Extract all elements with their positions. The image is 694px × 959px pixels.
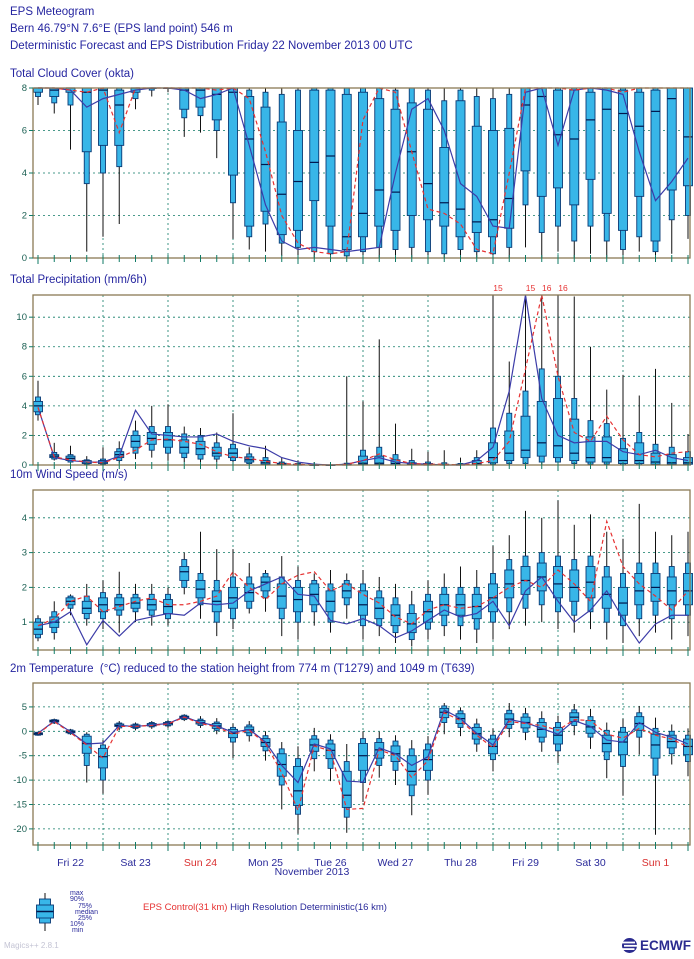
svg-text:4: 4 [21, 168, 27, 179]
svg-text:2: 2 [21, 430, 27, 442]
day-label: Thu 28 [444, 857, 477, 869]
ecmwf-logo-text: ECMWF [640, 938, 691, 953]
svg-text:1: 1 [21, 617, 27, 629]
month-label: November 2013 [274, 866, 350, 878]
legend-90-label: 90% [70, 896, 85, 903]
legend-max-label: max [70, 890, 84, 897]
svg-text:6: 6 [21, 371, 27, 383]
ecmwf-logo [621, 937, 691, 954]
legend-box-glyph [37, 893, 54, 931]
day-label: Mon 25 [247, 857, 284, 869]
day-label: Fri 29 [512, 857, 539, 869]
svg-text:6: 6 [21, 125, 27, 137]
panel-title-wind: 10m Wind Speed (m/s) [10, 469, 128, 481]
day-label: Tue 26 [314, 857, 347, 869]
offscale-label: 15 [525, 283, 536, 293]
legend-control-label: EPS Control(31 km) [143, 902, 228, 913]
svg-text:0: 0 [21, 460, 27, 471]
day-label: Fri 22 [57, 857, 84, 869]
svg-text:4: 4 [21, 512, 27, 524]
legend-25-label: 25% [78, 915, 93, 922]
svg-text:5: 5 [21, 701, 27, 713]
svg-text:2: 2 [21, 210, 27, 222]
day-label: Sun 24 [183, 857, 218, 869]
legend-min-label: min [72, 927, 84, 934]
svg-text:3: 3 [21, 547, 27, 559]
svg-text:-5: -5 [18, 750, 27, 762]
svg-text:-15: -15 [13, 799, 27, 811]
svg-text:8: 8 [21, 83, 27, 94]
magics-credit: Magics++ 2.8.1 [4, 941, 59, 950]
svg-text:-10: -10 [13, 775, 27, 787]
day-label: Sat 30 [575, 857, 606, 869]
panel-wind-plot [22, 490, 693, 656]
panel-title-precip: Total Precipitation (mm/6h) [10, 274, 147, 286]
svg-text:8: 8 [21, 341, 27, 353]
svg-text:0: 0 [21, 726, 27, 738]
page-title: EPS Meteogram [10, 6, 95, 18]
panel-precip-plot [16, 283, 692, 471]
station-line: Bern 46.79°N 7.6°E (EPS land point) 546 m [10, 23, 233, 35]
legend-median-label: median [75, 909, 98, 916]
svg-text:10: 10 [16, 312, 27, 324]
panel-cloud-plot [22, 83, 693, 264]
run-description: Deterministic Forecast and EPS Distribution Friday 22 November 2013 00 UTC [10, 40, 413, 52]
legend-75-label: 75% [78, 903, 93, 910]
svg-text:-20: -20 [13, 823, 27, 835]
panel-temp-plot [13, 683, 692, 851]
offscale-label: 16 [558, 283, 568, 293]
svg-text:0: 0 [21, 253, 27, 264]
legend-10-label: 10% [70, 921, 85, 928]
legend-hires-label: High Resolution Deterministic(16 km) [230, 902, 387, 913]
panel-title-cloud: Total Cloud Cover (okta) [10, 68, 134, 80]
offscale-label: 16 [542, 283, 552, 293]
svg-text:2: 2 [21, 582, 27, 594]
day-label: Sat 23 [120, 857, 151, 869]
panel-title-temp: 2m Temperature (°C) reduced to the station height from 774 m (T1279) and 1049 m (T639) [10, 663, 475, 675]
offscale-label: 15 [493, 283, 503, 293]
ecmwf-logo-icon [621, 937, 638, 954]
svg-text:4: 4 [21, 400, 27, 412]
day-label: Sun 1 [641, 857, 670, 869]
legend-series-line [143, 902, 387, 913]
day-label: Wed 27 [377, 857, 414, 869]
